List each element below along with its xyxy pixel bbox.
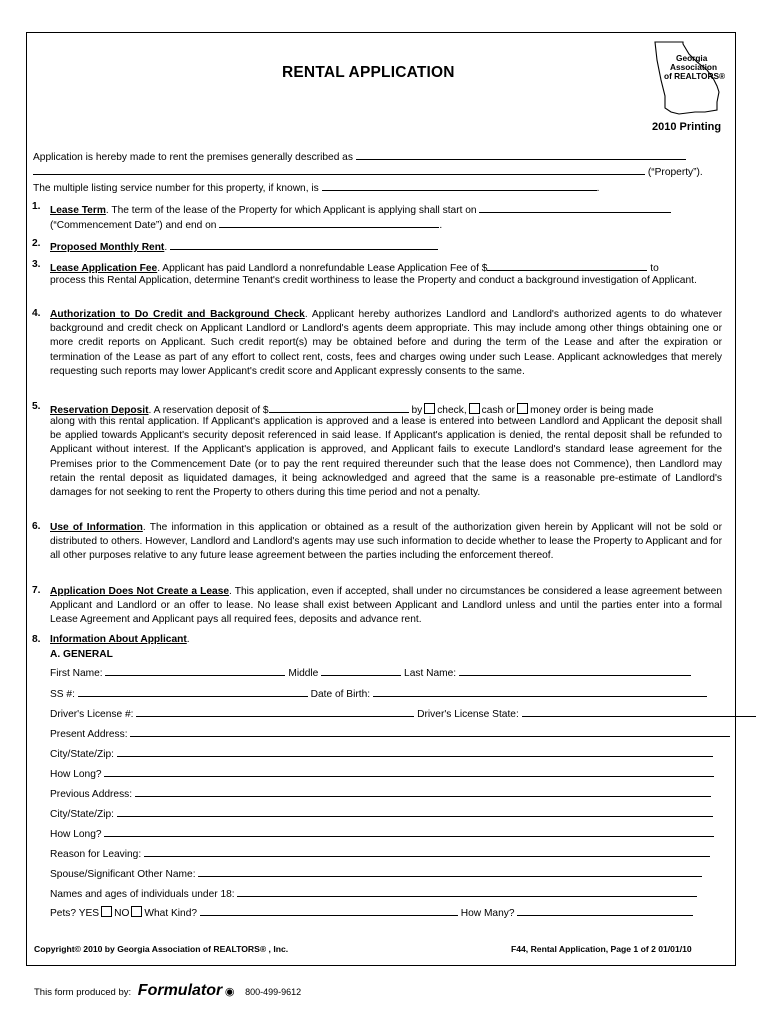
drivers-license-field[interactable] [136,705,414,717]
form-id: F44, Rental Application, Page 1 of 2 01/01/10 [511,944,692,954]
section-7-body: Application Does Not Create a Lease. This application, even if accepted, shall under no circumstances be considered a lease agreement between Applicant and Landlord or an offer to lease. No lease shall exist between Applicant and Landlord unless and until the parties enter into a formal Lease Agreement and Applicant pays all required fees, deposits and advance rent. [50,586,722,626]
how-long-field-2[interactable] [104,825,714,837]
dob-field[interactable] [373,685,707,697]
intro-line: Application is hereby made to rent the premises generally described as [33,148,686,163]
producer-credit: This form produced by: Formulator ◉ 800-499-9612 [34,982,302,999]
last-name-field[interactable] [459,664,691,676]
dependents-row: Names and ages of individuals under 18: [50,885,697,900]
license-state-field[interactable] [522,705,756,717]
present-address-row: Present Address: [50,725,730,740]
dependents-field[interactable] [237,885,697,897]
end-date-field[interactable] [219,216,439,228]
printing-year: 2010 Printing [652,121,722,133]
section-8-heading: Information About Applicant. [50,634,190,645]
spouse-row: Spouse/Significant Other Name: [50,865,702,880]
producer-phone: 800-499-9612 [245,987,302,997]
globe-icon: ◉ [224,986,235,998]
reservation-deposit-field[interactable] [269,401,409,413]
section-5-number: 5. [32,401,41,412]
reason-for-leaving-field[interactable] [144,845,710,857]
present-address-field[interactable] [130,725,730,737]
check-checkbox[interactable] [424,403,435,414]
section-7-number: 7. [32,585,41,596]
start-date-field[interactable] [479,201,671,213]
previous-address-row: Previous Address: [50,785,711,800]
page-title: RENTAL APPLICATION [282,64,455,81]
monthly-rent-field[interactable] [170,238,438,250]
spouse-name-field[interactable] [198,865,702,877]
how-long-row-1: How Long? [50,765,714,780]
city-row-2: City/State/Zip: [50,805,713,820]
money-order-checkbox[interactable] [517,403,528,414]
section-1-line-b: (“Commencement Date”) and end on . [50,216,442,231]
logo-wordmark: Georgia Association of REALTORS® [664,53,726,81]
ss-row: SS #: Date of Birth: [50,685,707,700]
mls-line: The multiple listing service number for this property, if known, is . [33,179,599,194]
mls-field[interactable] [322,179,597,191]
application-fee-field[interactable] [487,259,647,271]
copyright-notice: Copyright© 2010 by Georgia Association of REALTORS® , Inc. [34,944,289,954]
section-3-number: 3. [32,259,41,270]
section-1-line-a: Lease Term. The term of the lease of the Property for which Applicant is applying shall start on [50,201,671,216]
section-5-body: along with this rental application. If Applicant's application is approved and a lease is entered into between Landlord and Applicant the deposit shall be applied towards Applicant's security deposit referenced in said lease. If Applicant's application is denied, the rental deposit shall be refunded to Applicant without interest. If the Applicant's application is approved, and Applicant fails to execute Landlord's standard lease agreement for the Premises prior to the Commencement Date (or to pay the rent required thereunder such that the lease does not Commence), then Landlord may retain the rental deposit as liquidated damages, it being acknowledged and agreed that the same is a reasonable pre-estimate of Landlord's damages for not seeking to rent the Property to others during this time period and not a penalty. [50,416,722,499]
reason-row: Reason for Leaving: [50,845,710,860]
ss-field[interactable] [78,685,308,697]
general-subheading: A. GENERAL [50,649,113,660]
premises-field-2[interactable] [33,163,645,175]
first-name-field[interactable] [105,664,285,676]
pets-no-checkbox[interactable] [131,906,142,917]
pets-yes-checkbox[interactable] [101,906,112,917]
section-5-line-a: Reservation Deposit. A reservation deposit of $ by check, cash or money order is being made [50,401,654,416]
pets-row: Pets? YES NO What Kind? How Many? [50,904,693,919]
city-row-1: City/State/Zip: [50,745,713,760]
section-4-number: 4. [32,308,41,319]
previous-address-field[interactable] [135,785,711,797]
cash-checkbox[interactable] [469,403,480,414]
pet-kind-field[interactable] [200,904,458,916]
middle-name-field[interactable] [321,664,401,676]
formulator-logo: Formulator [137,982,223,999]
section-8-number: 8. [32,634,41,645]
how-long-field-1[interactable] [104,765,714,777]
pet-count-field[interactable] [517,904,693,916]
section-6-number: 6. [32,521,41,532]
section-1-number: 1. [32,201,41,212]
section-4-body: Authorization to Do Credit and Background Check. Applicant hereby authorizes Landlord and Landlord's authorized agents to do whatever background and credit check on Applicant Landlord or Landlord's agents deem appropriate. This may include among other things obtaining one or more credit reports on Applicant. Such credit report(s) may be obtained before and during the term of the Lease and after the expiration or termination of the Lease as part of any effort to collect rent, costs, fees and charges owing under such Lease. Applicant acknowledges that merely requesting such reports may lower Applicant's credit score and Applicant expressly consents to the same. [50,309,722,377]
section-3-line-a: Lease Application Fee. Applicant has paid Landlord a nonrefundable Lease Application Fee of $ to [50,259,659,274]
intro-line-2: (“Property”). [33,163,703,178]
city-state-zip-field-1[interactable] [117,745,713,757]
section-3-body: process this Rental Application, determine Tenant's credit worthiness to lease the Property and conduct a background investigation of Applicant. [50,275,697,286]
section-6-body: Use of Information. The information in this application or obtained as a result of the authorization given herein by Applicant will not be sold or distributed to others. However, Landlord and Landlord's agents may use such information to decide whether to lease the Property to Applicant and for all other purposes relative to any future lease agreement between the parties including the enforcement thereof. [50,522,722,562]
how-long-row-2: How Long? [50,825,714,840]
premises-field[interactable] [356,148,686,160]
city-state-zip-field-2[interactable] [117,805,713,817]
section-2-line: Proposed Monthly Rent. [50,238,438,253]
section-2-number: 2. [32,238,41,249]
name-row: First Name: Middle Last Name: [50,664,691,679]
license-row: Driver's License #: Driver's License State: [50,705,756,720]
